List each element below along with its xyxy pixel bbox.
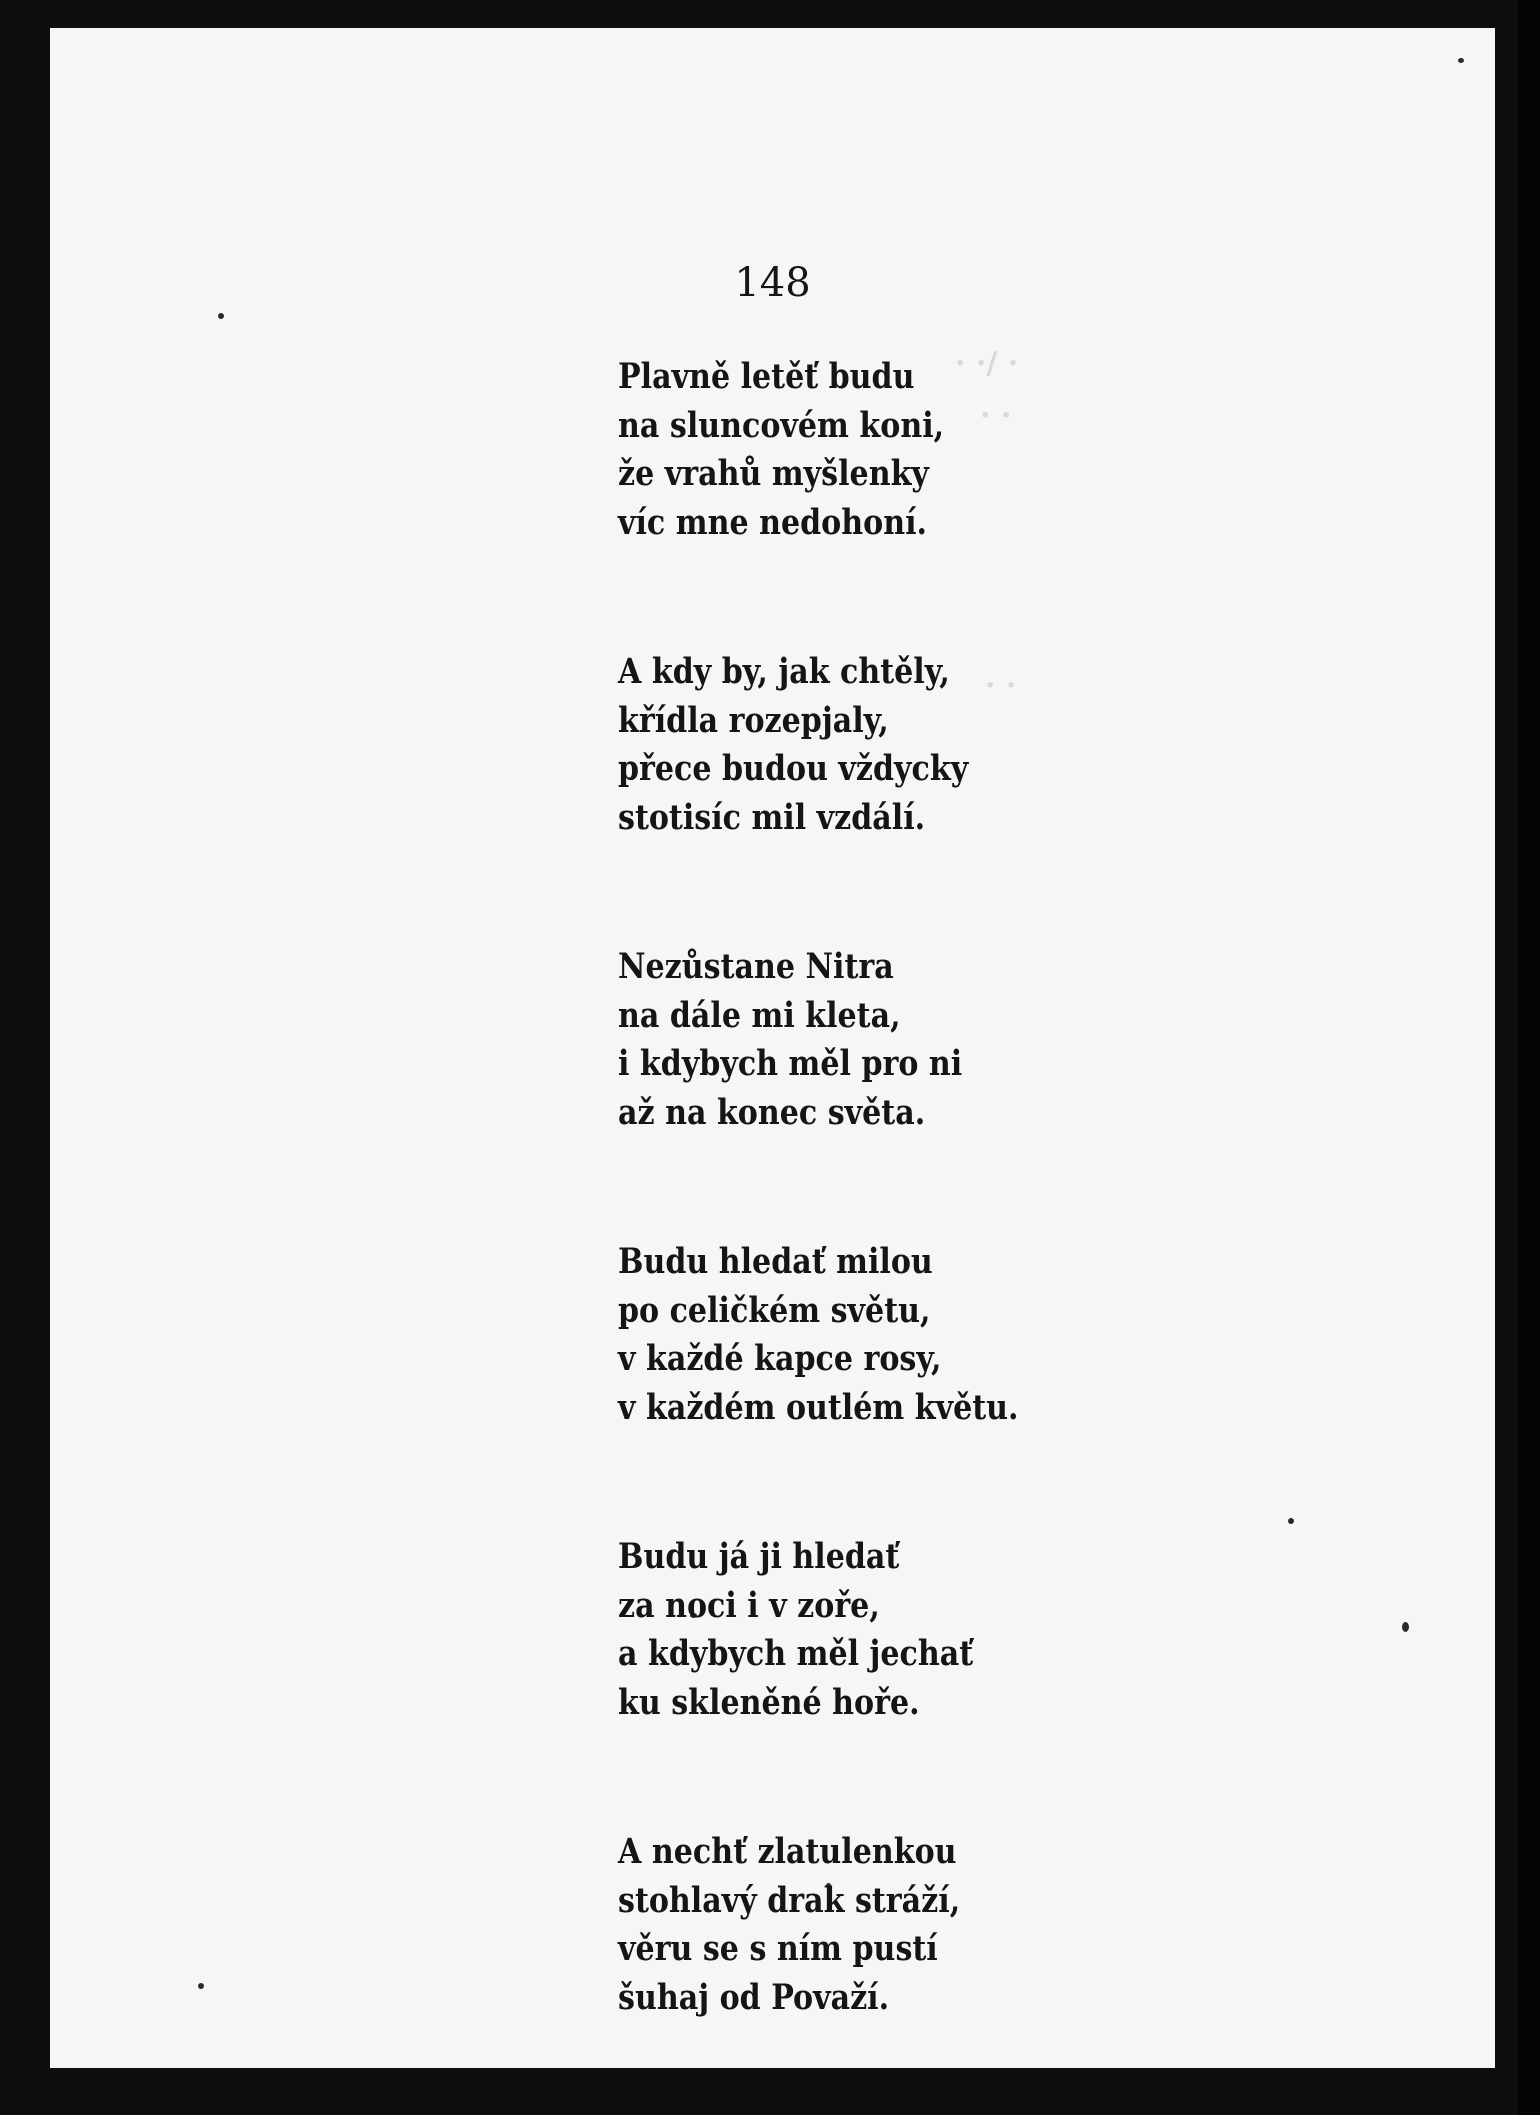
stanza — [618, 353, 1178, 547]
poem-line: A kdy by, jak chtěly, — [618, 651, 950, 692]
poem-line: na sluncovém koni, — [618, 404, 945, 446]
poem-line: Nezůstane Nitra — [618, 946, 894, 987]
show-through-marks: · · — [985, 668, 1017, 703]
poem-line: Plavně letěť budu — [618, 356, 915, 397]
poem-line: křídla rozepjaly, — [618, 699, 889, 741]
poem-line: v každé kapce rosy, — [618, 1338, 942, 1379]
poem-line: věru se s ním pustí — [618, 1928, 938, 1969]
poem-line: Budu hledať milou — [618, 1241, 933, 1282]
stanza — [618, 648, 1178, 842]
page-number: 148 — [734, 260, 811, 306]
dust-speck — [198, 1983, 204, 1989]
poem-line: za noci i v zoře, — [618, 1584, 880, 1626]
poem-line: že vrahů myšlenky — [618, 453, 929, 494]
show-through-marks: · · — [980, 398, 1012, 433]
poem-line: stotisíc mil vzdálí. — [618, 796, 926, 838]
stanza — [618, 1828, 1178, 2022]
poem — [618, 353, 1178, 2115]
poem-line: Budu já ji hledať — [618, 1536, 900, 1577]
stanza — [618, 1238, 1178, 1432]
poem-line: ku skleněné hoře. — [618, 1681, 920, 1723]
dust-speck — [218, 313, 224, 319]
poem-line: na dále mi kleta, — [618, 994, 901, 1036]
poem-line: a kdybych měl jechať — [618, 1633, 974, 1674]
dust-speck — [1402, 1622, 1409, 1632]
poem-line: A nechť zlatulenkou — [618, 1831, 957, 1872]
poem-line: víc mne nedohoní. — [618, 501, 928, 543]
stanza — [618, 1533, 1178, 1727]
show-through-marks: · ·/ · — [955, 346, 1019, 381]
poem-line: po celičkém světu, — [618, 1289, 931, 1331]
dust-speck — [1288, 1518, 1294, 1524]
dust-speck — [1458, 58, 1464, 63]
poem-line: stohlavý drak stráží, — [618, 1879, 961, 1921]
scan-edge-shadow — [1518, 0, 1540, 2115]
poem-line: šuhaj od Považí. — [618, 1976, 890, 2018]
book-page — [50, 28, 1495, 2068]
poem-line: i kdybych měl pro ni — [618, 1043, 963, 1084]
stanza — [618, 943, 1178, 1137]
poem-line: v každém outlém květu. — [618, 1386, 1019, 1428]
poem-line: až na konec světa. — [618, 1091, 926, 1133]
poem-line: přece budou vždycky — [618, 748, 969, 789]
